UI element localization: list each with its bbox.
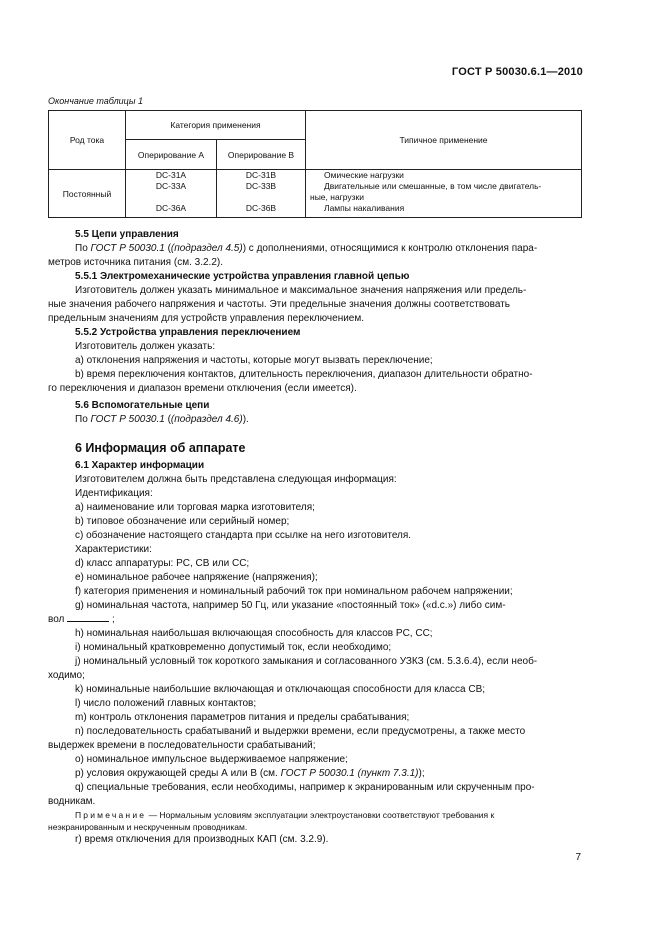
list-item: c) обозначение настоящего стандарта при ссылке на него изготовителя. — [75, 530, 412, 541]
cell-typical-use — [306, 170, 582, 218]
document-code: ГОСТ Р 50030.6.1—2010 — [451, 66, 583, 78]
header-typical-use: Типичное применение — [306, 111, 582, 170]
list-item: f) категория применения и номинальный рабочий ток при номинальном рабочем напряжении; — [75, 586, 513, 597]
cell-category-b — [217, 170, 306, 218]
list-item: j) номинальный условный ток короткого замыкания и согласованного УЗКЗ (см. 5.3.6.4), если необ- — [75, 656, 538, 667]
paragraph: Изготовитель должен указать минимальное и максимальное значения напряжения или предель- — [75, 285, 527, 296]
section-5-5-title: 5.5 Цепи управления — [75, 229, 179, 240]
list-item: m) контроль отклонения параметров питания и пределы срабатывания; — [75, 712, 410, 723]
section-5-5-2-title: 5.5.2 Устройства управления переключением — [75, 327, 301, 338]
use-value: Омические нагрузки — [324, 170, 404, 180]
list-item: о) номинальное импульсное выдерживаемое напряжение; — [75, 754, 348, 765]
section-5-6-title: 5.6 Вспомогательные цепи — [75, 400, 210, 411]
cell-current-kind: Постоянный — [49, 170, 126, 218]
use-value: Лампы накаливания — [324, 203, 405, 213]
list-item: а) наименование или торговая марка изготовителя; — [75, 502, 315, 513]
paragraph: ные значения рабочего напряжения и частоты. Эти предельные значения должны соответствовать — [48, 299, 510, 310]
table-caption: Окончание таблицы 1 — [48, 96, 143, 106]
note-label: Примечание — [75, 810, 147, 820]
cat-a-value — [126, 192, 216, 203]
standard-ref: ГОСТ Р 50030.1 — [90, 414, 165, 425]
cat-b-value — [217, 192, 305, 203]
section-5-5-text: По ГОСТ Р 50030.1 ((подраздел 4.5)) с дополнениями, относящимися к контролю отклонения пара- — [75, 243, 538, 254]
list-item: i) номинальный кратковременно допустимый ток, если необходимо; — [75, 642, 392, 653]
list-item: b) время переключения контактов, длительность переключения, диапазон длительности обратно- — [75, 369, 533, 380]
header-operation-a: Оперирование А — [126, 140, 217, 170]
cat-a-value: DC-33A — [155, 181, 187, 191]
section-5-5-1-title: 5.5.1 Электромеханические устройства управления главной цепью — [75, 271, 410, 282]
paragraph: Изготовителем должна быть представлена следующая информация: — [75, 474, 397, 485]
cat-b-value: DC-36B — [245, 203, 277, 213]
list-item: q) специальные требования, если необходимы, например к экранированным или скрученным про- — [75, 782, 535, 793]
list-item: h) номинальная наибольшая включающая способность для классов PC, СС; — [75, 628, 433, 639]
cell-category-a — [126, 170, 217, 218]
list-item: b) типовое обозначение или серийный номер; — [75, 516, 290, 527]
page-number: 7 — [575, 852, 581, 863]
standard-ref: ГОСТ Р 50030.1 (пункт 7.3.1) — [280, 768, 419, 779]
cat-a-value: DC-31A — [155, 170, 187, 180]
list-item: r) время отключения для производных КАП (см. 3.2.9). — [75, 834, 329, 845]
paragraph: предельным значениям для устройств управления переключением. — [48, 313, 365, 324]
subsection-ref: (подраздел 4.6) — [170, 414, 243, 425]
paragraph: Характеристики: — [75, 544, 152, 555]
list-item: е) номинальное рабочее напряжение (напряжения); — [75, 572, 318, 583]
section-6-1-title: 6.1 Характер информации — [75, 460, 205, 471]
header-current-kind: Род тока — [49, 111, 126, 170]
section-6-title: 6 Информация об аппарате — [75, 441, 246, 455]
list-item-cont: вол ; — [48, 614, 115, 625]
list-item-cont: водникам. — [48, 796, 96, 807]
cat-b-value: DC-33B — [245, 181, 277, 191]
list-item-cont: выдержек времени в последовательности срабатываний; — [48, 740, 316, 751]
cat-b-value: DC-31B — [245, 170, 277, 180]
list-item: l) число положений главных контактов; — [75, 698, 257, 709]
cat-a-value: DC-36A — [155, 203, 187, 213]
paragraph: Изготовитель должен указать: — [75, 341, 216, 352]
paragraph: Идентификация: — [75, 488, 153, 499]
dc-symbol — [67, 613, 109, 622]
subsection-ref: (подраздел 4.5) — [170, 243, 243, 254]
category-table — [48, 110, 582, 218]
list-item: g) номинальная частота, например 50 Гц, или указание «постоянный ток» («d.c.») либо сим- — [75, 600, 506, 611]
header-category: Категория применения — [126, 111, 306, 140]
paragraph: По ГОСТ Р 50030.1 ((подраздел 4.6)). — [75, 414, 249, 425]
list-item: d) класс аппаратуры: PC, СВ или СС; — [75, 558, 250, 569]
header-operation-b: Оперирование В — [217, 140, 306, 170]
use-value: Двигательные или смешанные, в том числе двигатель- — [324, 181, 542, 191]
note: Примечание — Нормальным условиям эксплуатации электроустановки соответствуют требования к неэкранированным и нескрученным проводникам. — [48, 810, 495, 832]
list-item: а) отклонения напряжения и частоты, которые могут вызвать переключение; — [75, 355, 433, 366]
section-5-5-text-cont: метров источника питания (см. 3.2.2). — [48, 257, 223, 268]
use-value: ные, нагрузки — [310, 192, 365, 202]
list-item: k) номинальные наибольшие включающая и отключающая способности для класса СВ; — [75, 684, 486, 695]
standard-ref: ГОСТ Р 50030.1 — [90, 243, 165, 254]
list-item: р) условия окружающей среды А или В (см. ГОСТ Р 50030.1 (пункт 7.3.1)); — [75, 768, 425, 779]
document-body — [48, 228, 582, 847]
list-item: n) последовательность срабатываний и выдержки времени, если предусмотрены, а также место — [75, 726, 526, 737]
list-item-cont: го переключения и диапазон времени отключения (если имеется). — [48, 383, 357, 394]
list-item-cont: ходимо; — [48, 670, 85, 681]
